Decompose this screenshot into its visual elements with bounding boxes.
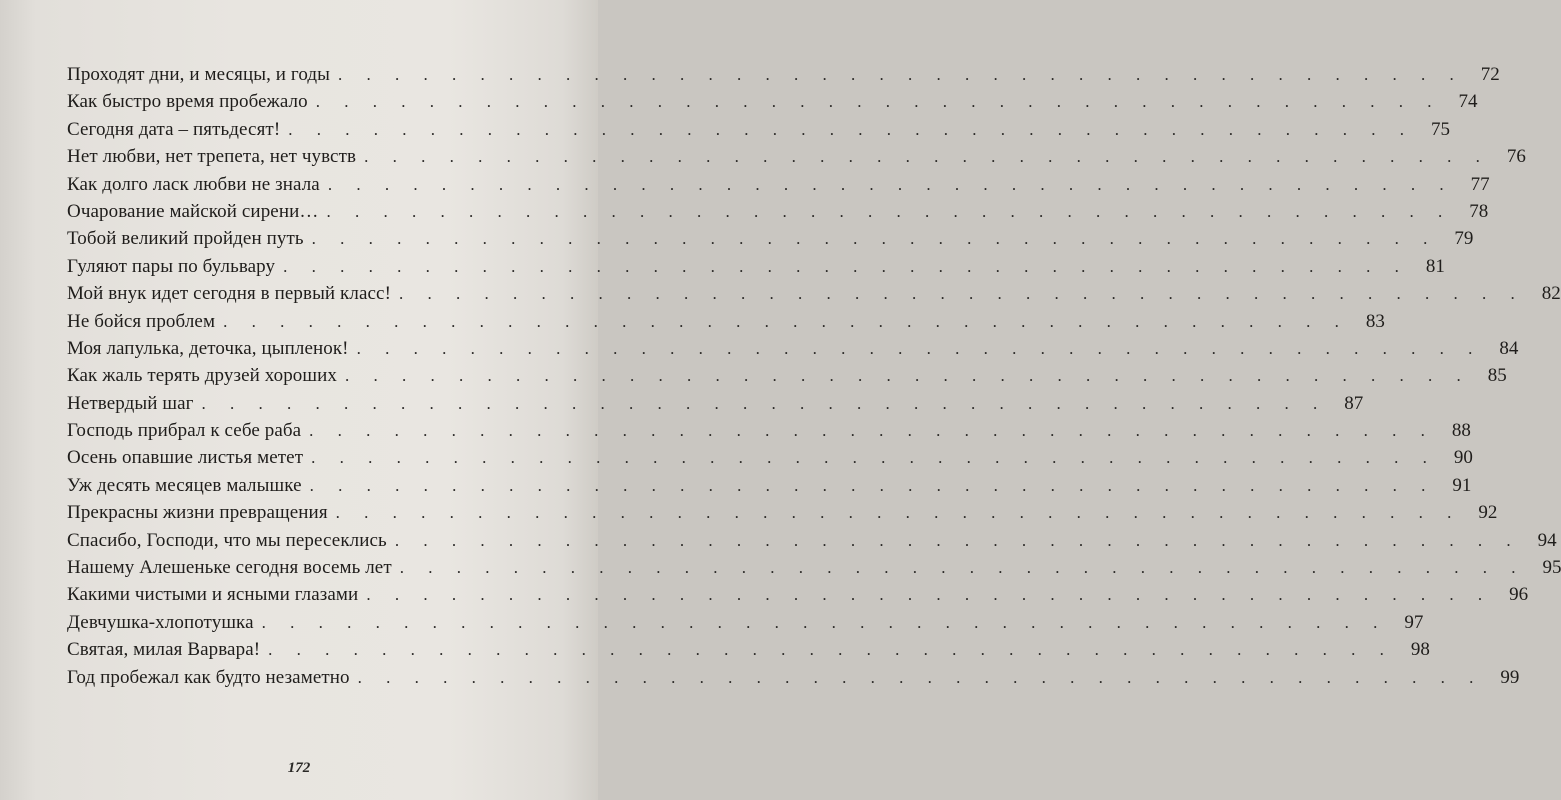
toc-entry-title: Спасибо, Господи, что мы пересеклись <box>67 529 387 551</box>
toc-entry <box>67 146 1526 173</box>
toc-entry-page: 99 <box>1500 666 1520 688</box>
toc-entry-title: Не бойся проблем <box>67 310 216 332</box>
toc-entry-page: 98 <box>1410 639 1430 661</box>
dot-leader: . . . . . . . . . . . . . . . . . . . . . . . . . . . . . . . . . . . . . . . . <box>335 503 1462 523</box>
dot-leader: . . . . . . . . . . . . . . . . . . . . . . . . . . . . . . . . . . . . . . . . <box>288 119 1415 139</box>
dot-leader: . . . . . . . . . . . . . . . . . . . . . . . . . . . . . . . . . . . . . . . . <box>364 147 1490 167</box>
dot-leader: . . . . . . . . . . . . . . . . . . . . . . . . . . . . . . . . . . . . . . . . <box>309 421 1435 441</box>
toc-entry-page: 90 <box>1453 447 1473 469</box>
dot-leader: . . . . . . . . . . . . . . . . . . . . . . . . . . . . . . . . . . . . . . . . <box>326 201 1453 221</box>
toc-entry <box>67 611 1424 639</box>
toc-entry <box>67 337 1519 365</box>
toc-entry <box>67 639 1430 666</box>
toc-entry <box>67 118 1451 146</box>
toc-entry <box>67 310 1385 338</box>
toc-entry-title: Осень опавшие листья метет <box>67 447 304 469</box>
toc-entry <box>67 584 1529 611</box>
toc-entry <box>67 447 1473 474</box>
toc-entry-title: Нашему Алешеньке сегодня восемь лет <box>67 557 392 579</box>
toc-entry <box>67 64 1500 91</box>
toc-entry-page: 87 <box>1344 392 1364 414</box>
toc-entry-title: Год пробежал как будто незаметно <box>67 666 350 688</box>
toc-entry-page: 77 <box>1470 173 1490 195</box>
dot-leader: . . . . . . . . . . . . . . . . . . . . . . . . . . . . . . . . . . . . . . . . <box>356 338 1483 358</box>
toc-entry <box>67 173 1490 201</box>
dot-leader: . . . . . . . . . . . . . . . . . . . . . . . . . . . . . . . . . . . . . . . . <box>327 174 1454 194</box>
toc-entry <box>67 529 1557 557</box>
toc-entry-page: 78 <box>1469 200 1489 222</box>
dot-leader: . . . . . . . . . . . . . . . . . . . . . . . . . . . . . . . . . . . . . . . . <box>223 311 1349 331</box>
dot-leader: . . . . . . . . . . . . . . . . . . . . . . . . . . . . . . . . . . . . . . . . <box>309 475 1436 495</box>
toc-entry <box>67 666 1520 694</box>
toc-entry-title: Мой внук идет сегодня в первый класс! <box>67 283 391 305</box>
toc-entry-title: Как быстро время пробежало <box>67 91 308 113</box>
toc-entry-page: 97 <box>1404 611 1424 633</box>
toc-entry-title: Проходят дни, и месяцы, и годы <box>67 64 331 85</box>
dot-leader: . . . . . . . . . . . . . . . . . . . . . . . . . . . . . . . . . . . . . . . . <box>311 448 1437 468</box>
toc-entry-title: Как жаль терять друзей хороших <box>67 365 338 387</box>
toc-entry-page: 85 <box>1487 365 1507 387</box>
dot-leader: . . . . . . . . . . . . . . . . . . . . . . . . . . . . . . . . . . . . . . . . <box>315 92 1442 112</box>
dot-leader: . . . . . . . . . . . . . . . . . . . . . . . . . . . . . . . . . . . . . . . . <box>311 229 1438 249</box>
toc-entry <box>67 365 1507 392</box>
toc-entry-page: 83 <box>1365 310 1385 332</box>
toc-entry-page: 81 <box>1425 255 1445 277</box>
toc-entry <box>67 502 1498 529</box>
toc-entry <box>67 420 1471 447</box>
toc-entry-title: Тобой великий пройден путь <box>67 228 304 250</box>
dot-leader: . . . . . . . . . . . . . . . . . . . . . . . . . . . . . . . . . . . . . . . . <box>338 65 1464 84</box>
toc-entry-title: Гуляют пары по бульвару <box>67 255 276 277</box>
toc-entry-title: Девчушка-хлопотушка <box>67 611 254 633</box>
toc-entry <box>67 255 1445 283</box>
toc-entry <box>67 283 1561 310</box>
toc-entry-page: 82 <box>1541 283 1561 305</box>
dot-leader: . . . . . . . . . . . . . . . . . . . . . . . . . . . . . . . . . . . . . . . . <box>201 393 1328 413</box>
toc-entry-title: Уж десять месяцев малышке <box>67 474 302 496</box>
toc-entry-page: 84 <box>1499 337 1519 359</box>
toc-entry-page: 76 <box>1506 146 1526 168</box>
toc-entry-title: Какими чистыми и ясными глазами <box>67 584 359 606</box>
toc-entry-title: Очарование майской сирени… <box>67 200 319 222</box>
toc-entry-title: Моя лапулька, деточка, цыпленок! <box>67 337 349 359</box>
toc-entry-title: Святая, милая Варвара! <box>67 639 261 661</box>
dot-leader: . . . . . . . . . . . . . . . . . . . . . . . . . . . . . . . . . . . . . . . . <box>283 256 1409 276</box>
toc-entry <box>67 557 1561 584</box>
dot-leader: . . . . . . . . . . . . . . . . . . . . . . . . . . . . . . . . . . . . . . . . <box>399 558 1526 578</box>
toc-entry-page: 88 <box>1451 420 1471 442</box>
page-number: 172 <box>287 760 311 776</box>
toc-entry-page: 72 <box>1480 64 1500 85</box>
toc-entry-page: 92 <box>1478 502 1498 524</box>
toc-entry-page: 75 <box>1431 118 1451 140</box>
toc-entry-title: Прекрасны жизни превращения <box>67 502 328 524</box>
dot-leader: . . . . . . . . . . . . . . . . . . . . . . . . . . . . . . . . . . . . . . . . <box>345 366 1471 386</box>
dot-leader: . . . . . . . . . . . . . . . . . . . . . . . . . . . . . . . . . . . . . . . . <box>261 612 1388 632</box>
toc-entry-title: Господь прибрал к себе раба <box>67 420 302 442</box>
toc-entry-title: Сегодня дата – пятьдесят! <box>67 118 281 140</box>
dot-leader: . . . . . . . . . . . . . . . . . . . . . . . . . . . . . . . . . . . . . . . . <box>268 640 1394 660</box>
toc-entry-page: 94 <box>1537 529 1557 551</box>
toc-entry-page: 79 <box>1454 228 1474 250</box>
toc-entry-title: Нетвердый шаг <box>67 392 194 414</box>
table-of-contents <box>67 64 1561 694</box>
dot-leader: . . . . . . . . . . . . . . . . . . . . . . . . . . . . . . . . . . . . . . . . <box>366 585 1493 605</box>
toc-entry <box>67 474 1472 502</box>
dot-leader: . . . . . . . . . . . . . . . . . . . . . . . . . . . . . . . . . . . . . . . . <box>394 530 1521 550</box>
toc-entry-page: 96 <box>1509 584 1529 606</box>
toc-entry-page: 95 <box>1542 557 1561 579</box>
toc-entry <box>67 392 1364 420</box>
toc-entry <box>67 91 1478 118</box>
toc-entry-page: 74 <box>1458 91 1478 113</box>
toc-entry-title: Нет любви, нет трепета, нет чувств <box>67 146 357 168</box>
toc-entry-page: 91 <box>1452 474 1472 496</box>
toc-entry <box>67 200 1489 228</box>
toc-entry-title: Как долго ласк любви не знала <box>67 173 320 195</box>
toc-entry <box>67 228 1474 255</box>
dot-leader: . . . . . . . . . . . . . . . . . . . . . . . . . . . . . . . . . . . . . . . . <box>399 284 1525 304</box>
dot-leader: . . . . . . . . . . . . . . . . . . . . . . . . . . . . . . . . . . . . . . . . <box>357 667 1484 687</box>
